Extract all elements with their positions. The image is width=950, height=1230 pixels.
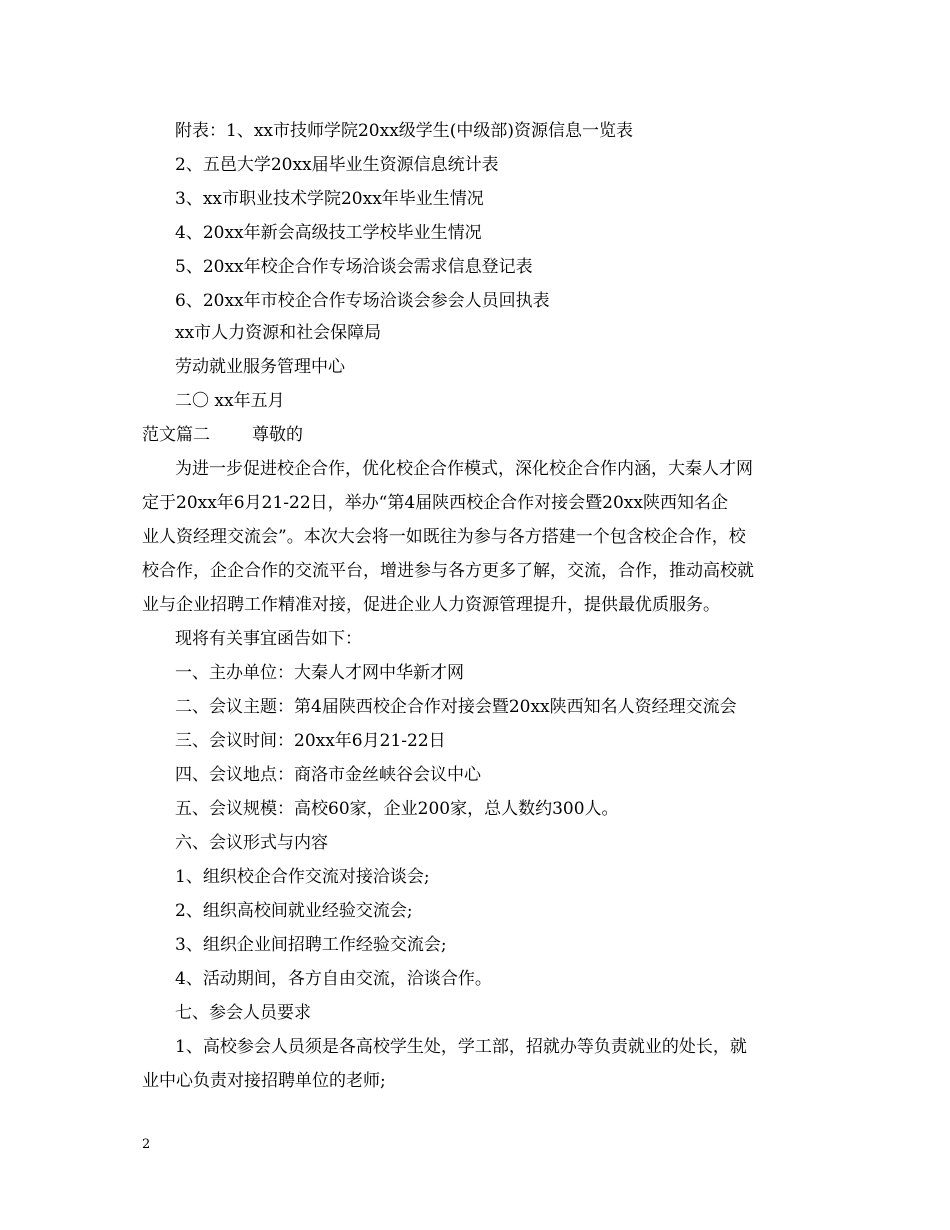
intro-paragraph-line: 为进一步促进校企合作，优化校企合作模式，深化校企合作内涵，大秦人才网 bbox=[175, 459, 753, 479]
list-item: 四、会议地点：商洛市金丝峡谷会议中心 bbox=[175, 765, 481, 785]
requirement-line: 1、高校参会人员须是各高校学生处，学工部，招就办等负责就业的处长，就 bbox=[175, 1037, 747, 1057]
list-item: 三、会议时间：20xx年6月21-22日 bbox=[175, 731, 446, 751]
signature-org: xx市人力资源和社会保障局 bbox=[175, 323, 382, 343]
appendix-item: 附表：1、xx市技师学院20xx级学生(中级部)资源信息一览表 bbox=[175, 121, 634, 141]
list-item: 2、组织高校间就业经验交流会; bbox=[175, 901, 413, 921]
appendix-item: 3、xx市职业技术学院20xx年毕业生情况 bbox=[175, 189, 484, 209]
list-item: 1、组织校企合作交流对接洽谈会; bbox=[175, 867, 430, 887]
list-item: 二、会议主题：第4届陕西校企合作对接会暨20xx陕西知名人资经理交流会 bbox=[175, 697, 737, 717]
page-number: 2 bbox=[142, 1137, 151, 1152]
appendix-item: 6、20xx年市校企合作专场洽谈会参会人员回执表 bbox=[175, 291, 550, 311]
list-item: 六、会议形式与内容 bbox=[175, 833, 328, 853]
list-item: 七、参会人员要求 bbox=[175, 1003, 311, 1023]
intro-paragraph-line: 业与企业招聘工作精准对接，促进企业人力资源管理提升，提供最优质服务。 bbox=[142, 595, 720, 615]
section-heading bbox=[142, 424, 303, 446]
intro-paragraph-line: 定于20xx年6月21-22日，举办“第4届陕西校企合作对接会暨20xx陕西知名企 bbox=[142, 493, 728, 513]
list-item: 五、会议规模：高校60家，企业200家，总人数约300人。 bbox=[175, 799, 619, 819]
requirement-line: 业中心负责对接招聘单位的老师; bbox=[142, 1071, 386, 1091]
notice-line: 现将有关事宜函告如下： bbox=[175, 629, 362, 649]
signature-department: 劳动就业服务管理中心 bbox=[175, 357, 345, 377]
intro-paragraph-line: 业人资经理交流会”。本次大会将一如既往为参与各方搭建一个包含校企合作，校 bbox=[142, 527, 746, 547]
salutation: 尊敬的 bbox=[252, 425, 303, 445]
appendix-item: 4、20xx年新会高级技工学校毕业生情况 bbox=[175, 223, 482, 243]
section-label: 范文篇二 bbox=[142, 425, 210, 445]
signature-date: 二〇 xx年五月 bbox=[175, 391, 285, 411]
intro-paragraph-line: 校合作，企企合作的交流平台，增进参与各方更多了解，交流，合作，推动高校就 bbox=[142, 561, 754, 581]
list-item: 一、主办单位：大秦人才网中华新才网 bbox=[175, 663, 464, 683]
list-item: 3、组织企业间招聘工作经验交流会; bbox=[175, 935, 447, 955]
list-item: 4、活动期间，各方自由交流，洽谈合作。 bbox=[175, 969, 492, 989]
appendix-item: 2、五邑大学20xx届毕业生资源信息统计表 bbox=[175, 155, 499, 175]
appendix-item: 5、20xx年校企合作专场洽谈会需求信息登记表 bbox=[175, 257, 533, 277]
